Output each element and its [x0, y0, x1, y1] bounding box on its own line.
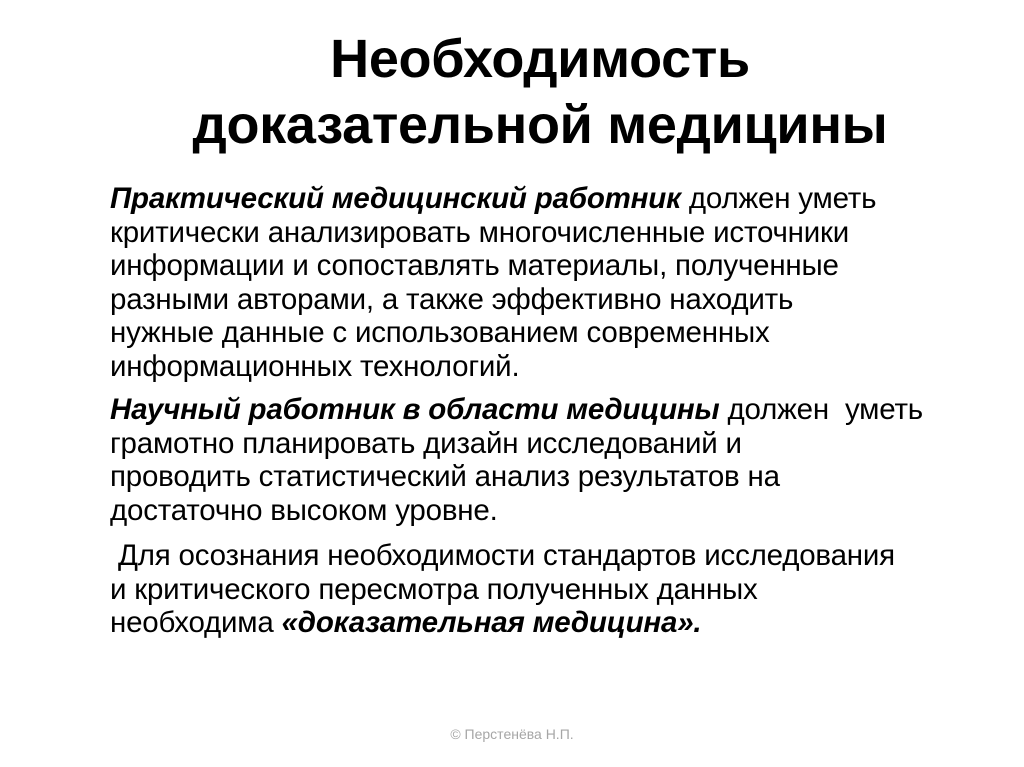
paragraph-line: грамотно планировать дизайн исследований и [110, 426, 742, 460]
paragraph-line: и критического пересмотра полученных данных [110, 572, 758, 606]
paragraph-line [110, 393, 970, 427]
emphasis-practitioner: Практический медицинский работник [110, 182, 681, 215]
title-line-2: доказательной медицины [192, 95, 888, 155]
paragraph-line: проводить статистический анализ результатов на [110, 460, 780, 493]
copyright-footer: © Перстенёва Н.П. [450, 726, 574, 742]
paragraph-line: разными авторами, а также эффективно находить [110, 282, 794, 316]
slide-title [140, 26, 940, 158]
emphasis-researcher: Научный работник в области медицины [110, 393, 720, 426]
paragraph-line: информации и сопоставлять материалы, полученные [110, 249, 839, 282]
paragraph-line: Для осознания необходимости стандартов исследования [110, 539, 895, 572]
slide-body [110, 182, 970, 640]
paragraph-line: достаточно высоком уровне. [110, 493, 498, 527]
paragraph-text: должен уметь [680, 182, 877, 215]
paragraph-line: нужные данные с использованием современных [110, 316, 770, 349]
paragraph-practitioner [110, 182, 970, 383]
paragraph-conclusion [110, 539, 970, 640]
paragraph-text: необходима [110, 606, 282, 639]
paragraph-line [110, 182, 970, 216]
paragraph-line: информационных технологий. [110, 349, 520, 383]
paragraph-text: должен уметь [719, 393, 923, 426]
paragraph-line: критически анализировать многочисленные источники [110, 215, 850, 249]
paragraph-line [110, 606, 970, 640]
title-line-1: Необходимость [330, 29, 750, 89]
emphasis-evidence-based-medicine: «доказательная медицина». [281, 606, 702, 639]
paragraph-researcher [110, 393, 970, 527]
